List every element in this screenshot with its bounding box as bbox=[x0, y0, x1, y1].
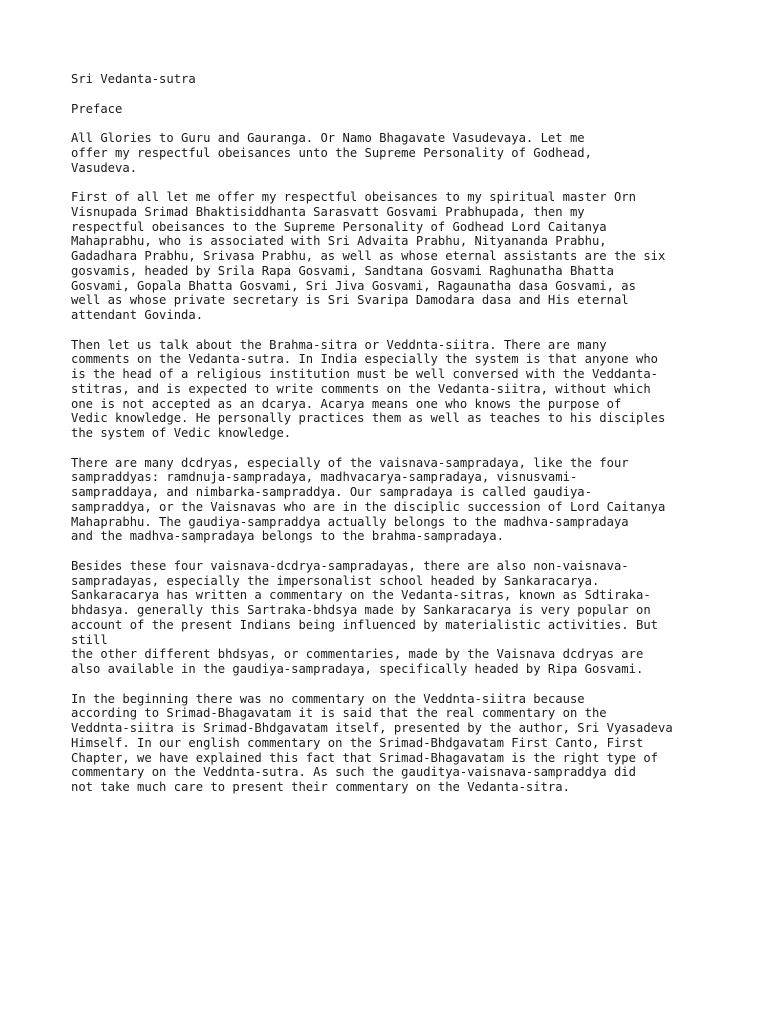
paragraph-non-vaisnava: Besides these four vaisnava-dcdrya-sampradayas, there are also non-vaisnava- sampradayas, especially the impersonalist school headed by Sankaracarya. Sankaracarya has written a commentary on the Vedanta-sitras, known as Sdtiraka- bhdasya. generally this Sartraka-bhdsya made by Sankaracarya is very popular on account of the present Indians being influenced by materialistic activities. But still the other different bhdsyas, or commentaries, made by the Vaisnava dcdryas are also available in the gaudiya-sampradaya, specifically headed by Ripa Gosvami. bbox=[71, 558, 658, 676]
section-heading: Preface bbox=[71, 101, 123, 116]
paragraph-invocation: All Glories to Guru and Gauranga. Or Namo Bhagavate Vasudevaya. Let me offer my respectful obeisances unto the Supreme Personality of Godhead, Vasudeva. bbox=[71, 131, 592, 175]
paragraph-sampradayas: There are many dcdryas, especially of the vaisnava-sampradaya, like the four sampraddyas: ramdnuja-sampradaya, madhvacarya-sampradaya, visnusvami- sampraddaya, and nimbarka-sampraddya. Our sampradaya is called gaudiya- sampraddya, or the Vaisnavas who are in the disciplic succession of Lord Caitanya Mahaprabhu. The gaudiya-sampraddya actually belongs to the madhva-sampradaya and the madhva-sampradaya belongs to the brahma-sampradaya. bbox=[71, 455, 666, 544]
paragraph-brahma-sutra: Then let us talk about the Brahma-sitra or Veddnta-siitra. There are many comments on the Vedanta-sutra. In India especially the system is that anyone who is the head of a religious institution must be well conversed with the Veddanta- stitras, and is expected to write comments on the Vedanta-siitra, without which one is not accepted as an dcarya. Acarya means one who knows the purpose of Vedic knowledge. He personally practices them as well as teaches to his disciples the system of Vedic knowledge. bbox=[71, 337, 666, 440]
paragraph-obeisances: First of all let me offer my respectful obeisances to my spiritual master Orn Visnupada Srimad Bhaktisiddhanta Sarasvatt Gosvami Prabhupada, then my respectful obeisances to the Supreme Personality of Godhead Lord Caitanya Mahaprabhu, who is associated with Sri Advaita Prabhu, Nityananda Prabhu, Gadadhara Prabhu, Srivasa Prabhu, as well as whose eternal assistants are the six gosvamis, headed by Srila Rapa Gosvami, Sandtana Gosvami Raghunatha Bhatta Gosvami, Gopala Bhatta Gosvami, Sri Jiva Gosvami, Ragaunatha dasa Gosvami, as well as whose private secretary is Sri Svaripa Damodara dasa and His eternal attendant Govinda. bbox=[71, 190, 666, 322]
document-title: Sri Vedanta-sutra bbox=[71, 72, 196, 86]
paragraph-commentary: In the beginning there was no commentary on the Veddnta-siitra because according to Srimad-Bhagavatam it is said that the real commentary on the Veddnta-siitra is Srimad-Bhdgavatam itself, presented by the author, Sri Vyasadeva Himself. In our english commentary on the Srimad-Bhdgavatam First Canto, First Chapter, we have explained this fact that Srimad-Bhagavatam is the right type of commentary on the Veddnta-sutra. As such the gauditya-vaisnava-sampraddya did not take much care to present their commentary on the Vedanta-sitra. bbox=[71, 691, 673, 794]
document-page bbox=[71, 72, 761, 810]
